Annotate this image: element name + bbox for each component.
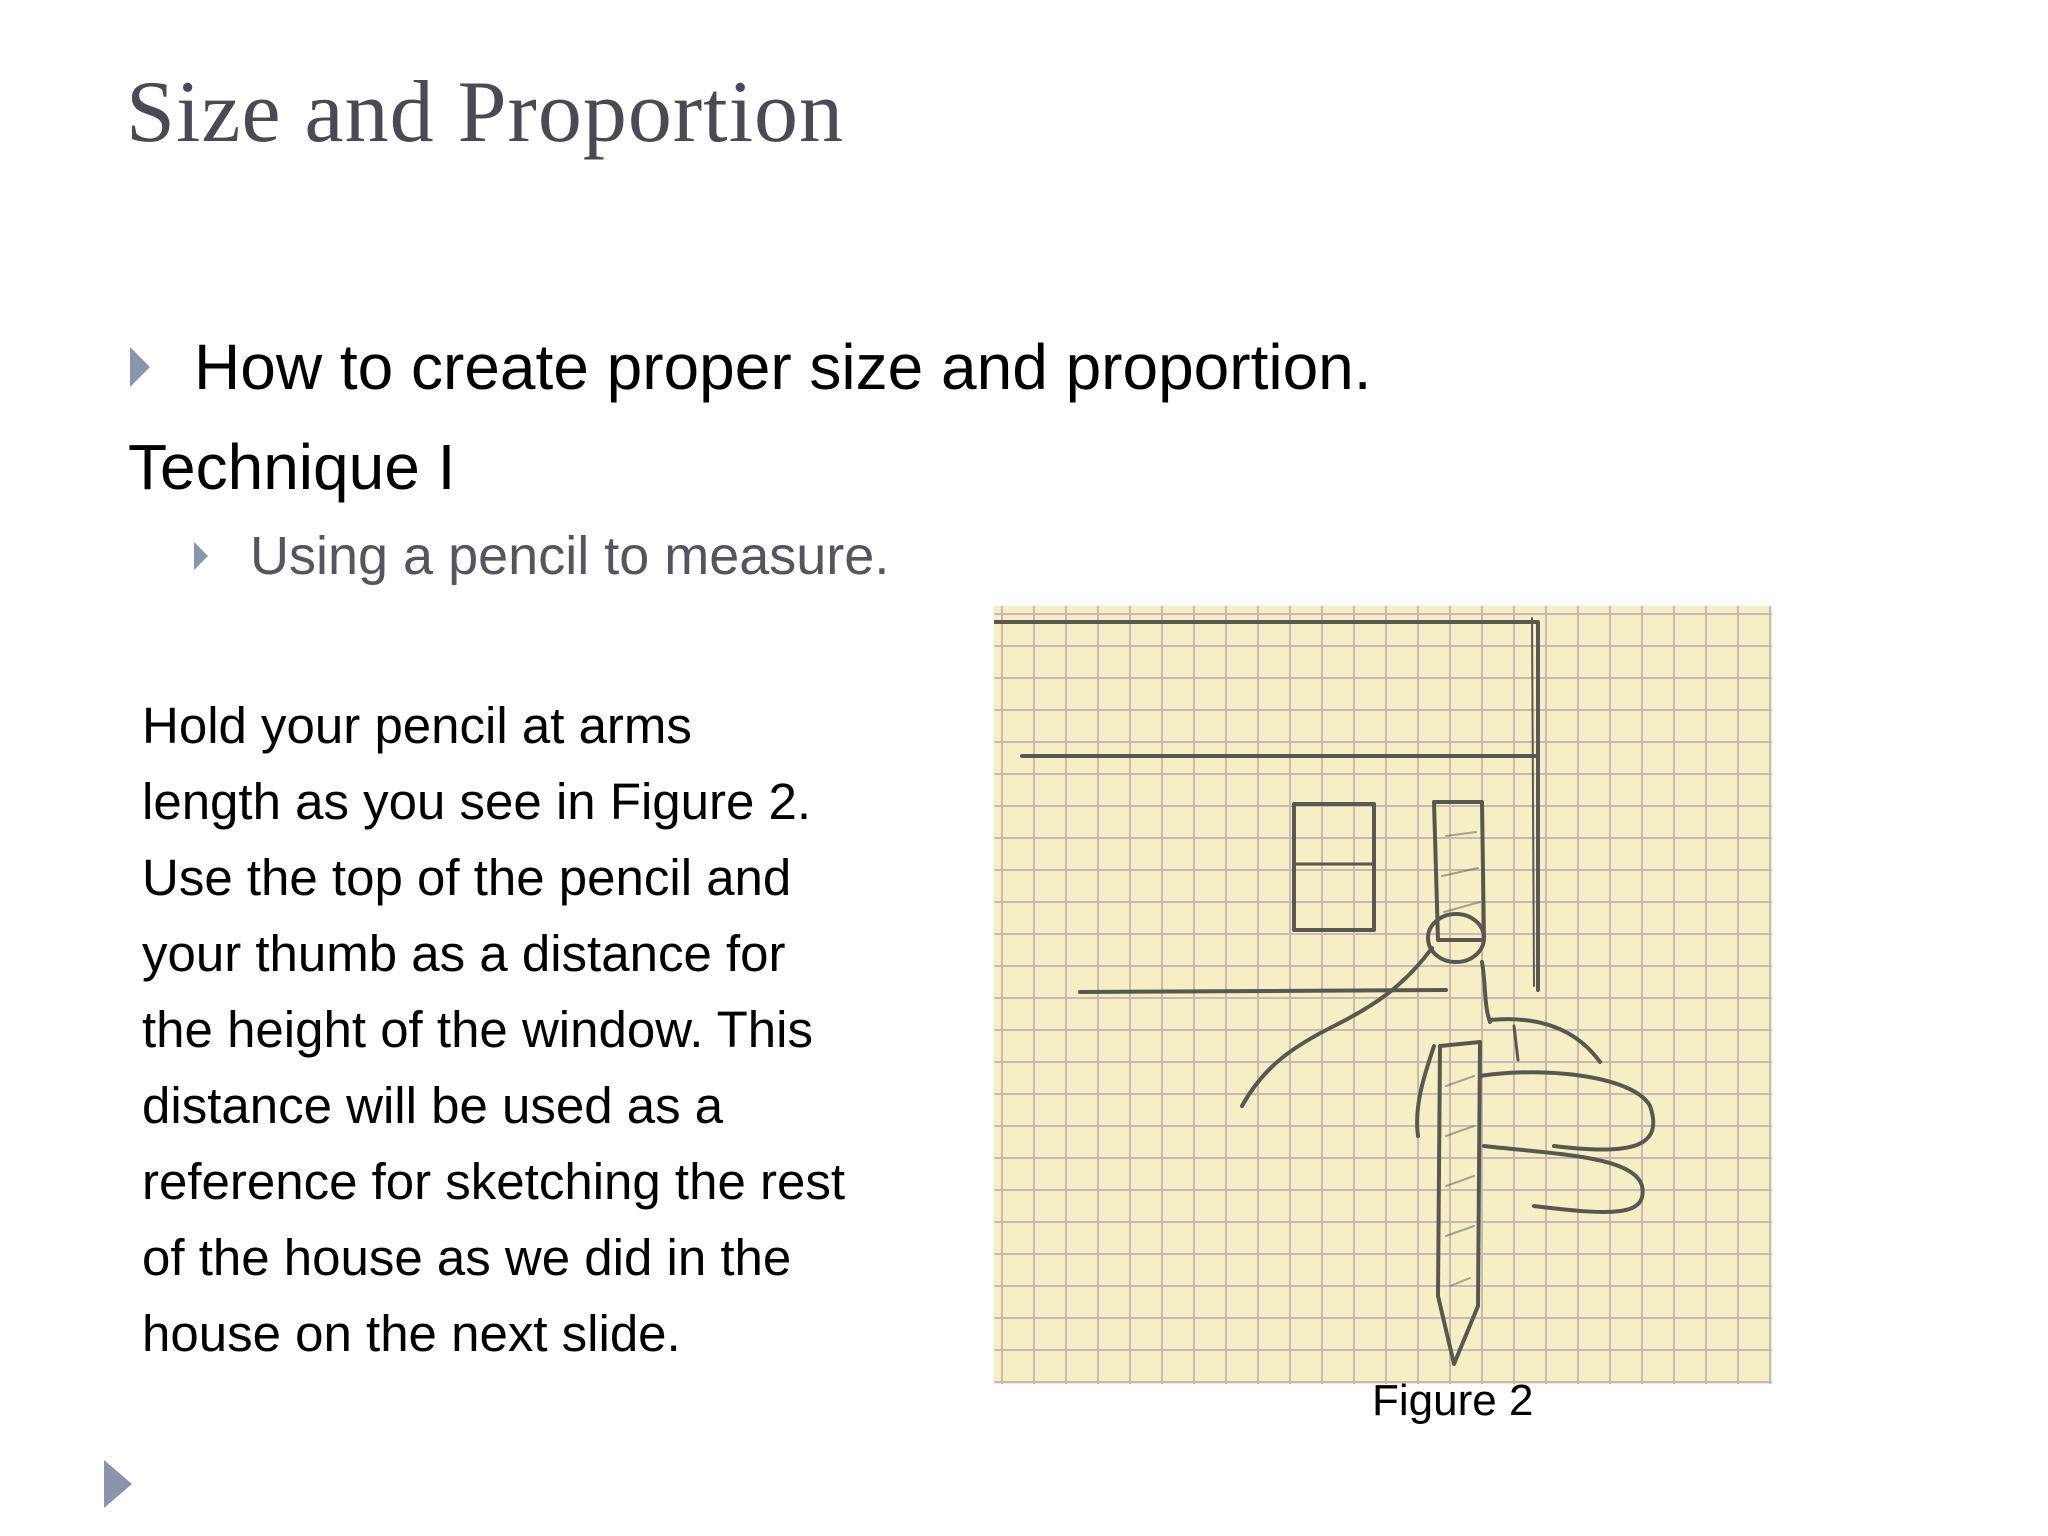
pencil-sketch-image — [994, 606, 1772, 1384]
technique-heading: Technique I — [128, 431, 456, 503]
main-bullet-text: How to create proper size and proportion. — [194, 331, 1372, 403]
body-line: distance will be used as a — [142, 1077, 724, 1134]
body-line: house on the next slide. — [142, 1305, 681, 1362]
triangle-right-icon — [194, 542, 208, 570]
next-slide-arrow-icon[interactable] — [104, 1460, 132, 1508]
body-line: length as you see in Figure 2. — [142, 773, 812, 830]
body-line: Hold your pencil at arms — [142, 697, 692, 754]
sub-bullet-text: Using a pencil to measure. — [250, 526, 890, 586]
figure-caption: Figure 2 — [1372, 1376, 1534, 1425]
body-paragraph — [142, 688, 962, 1372]
body-line: reference for sketching the rest — [142, 1153, 846, 1210]
slide-title: Size and Proportion — [126, 64, 845, 161]
triangle-right-icon — [130, 347, 150, 387]
main-bullet — [130, 330, 1372, 404]
body-line: your thumb as a distance for — [142, 925, 786, 982]
figure-2-sketch — [994, 606, 1772, 1384]
body-line: Use the top of the pencil and — [142, 849, 792, 906]
body-line: of the house as we did in the — [142, 1229, 792, 1286]
body-line: the height of the window. This — [142, 1001, 813, 1058]
sub-bullet — [194, 525, 889, 587]
